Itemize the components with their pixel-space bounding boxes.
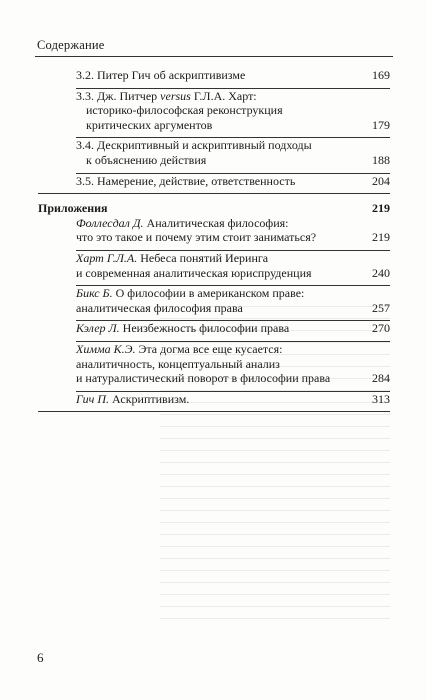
toc-appendix-item-6[interactable]	[38, 392, 390, 407]
entry-continuation: и современная аналитическая юриспруденция	[76, 265, 312, 280]
entry-author: Бикс Б.	[76, 286, 113, 301]
entry-author: Харт Г.Л.А.	[76, 250, 138, 265]
entry-continuation: аналитичность, концептуальный анализ	[76, 356, 280, 371]
toc-section-appendix[interactable]	[38, 201, 390, 216]
entry-title: Питер Гич об аскриптивизме	[97, 68, 246, 82]
entry-title: Неизбежность философии права	[122, 321, 290, 336]
entry-page: 284	[372, 371, 390, 386]
entry-title: Эта догма все еще кусается:	[138, 341, 283, 356]
section-divider	[38, 193, 390, 194]
toc-appendix-item-1[interactable]	[38, 216, 390, 245]
section-page: 219	[372, 201, 390, 216]
toc-appendix-item-2[interactable]	[38, 251, 390, 280]
entry-author: Фоллесдал Д.	[76, 215, 144, 230]
section-divider	[38, 411, 390, 412]
entry-title-end: Г.Л.А. Харт:	[190, 88, 257, 103]
entry-number: 3.3.	[76, 88, 94, 103]
entry-page: 179	[372, 117, 390, 132]
entry-title-italic: versus	[160, 88, 191, 103]
toc-appendix-item-4[interactable]	[38, 321, 390, 336]
header-rule	[35, 56, 393, 57]
toc-entry-3-2[interactable]	[38, 68, 390, 83]
entry-continuation: что это такое и почему этим стоит заниматься?	[76, 230, 317, 245]
entry-page: 188	[372, 152, 390, 167]
entry-page: 257	[372, 300, 390, 315]
section-title: Приложения	[38, 201, 108, 216]
entry-title: Аскриптивизм.	[112, 391, 190, 406]
entry-page: 240	[372, 265, 390, 280]
entry-page: 204	[372, 173, 390, 188]
toc-appendix-item-3[interactable]	[38, 286, 390, 315]
entry-continuation-2: и натуралистический поворот в философии права	[76, 371, 331, 386]
entry-page: 313	[372, 391, 390, 406]
page-number: 6	[37, 650, 44, 665]
running-head: Содержание	[37, 38, 105, 52]
toc-appendix-item-5[interactable]	[38, 342, 390, 386]
entry-continuation: историко-философская реконструкция критических аргументов	[86, 103, 283, 132]
entry-continuation: аналитическая философия права	[76, 300, 243, 315]
entry-title: Дескриптивный и аскриптивный подходы	[97, 138, 312, 153]
toc-entry-3-4[interactable]	[38, 138, 390, 167]
entry-continuation: к объяснению действия	[86, 152, 207, 167]
entry-page: 270	[372, 321, 390, 336]
entry-title: Намерение, действие, ответственность	[97, 173, 296, 188]
entry-number: 3.2.	[76, 68, 94, 82]
entry-number: 3.4.	[76, 138, 94, 153]
table-of-contents	[38, 68, 390, 412]
toc-entry-3-5[interactable]	[38, 174, 390, 189]
entry-title: О философии в американском праве:	[115, 286, 305, 301]
entry-author: Гич П.	[76, 391, 109, 406]
entry-title: Дж. Питчер	[97, 88, 161, 103]
toc-entry-3-3[interactable]	[38, 89, 390, 133]
entry-number: 3.5.	[76, 173, 94, 188]
entry-page: 169	[372, 68, 390, 82]
entry-author: Кэлер Л.	[76, 321, 120, 336]
entry-title: Аналитическая философия:	[146, 215, 289, 230]
entry-title: Небеса понятий Иеринга	[140, 250, 269, 265]
entry-page: 219	[372, 230, 390, 245]
entry-author: Химма К.Э.	[76, 341, 136, 356]
